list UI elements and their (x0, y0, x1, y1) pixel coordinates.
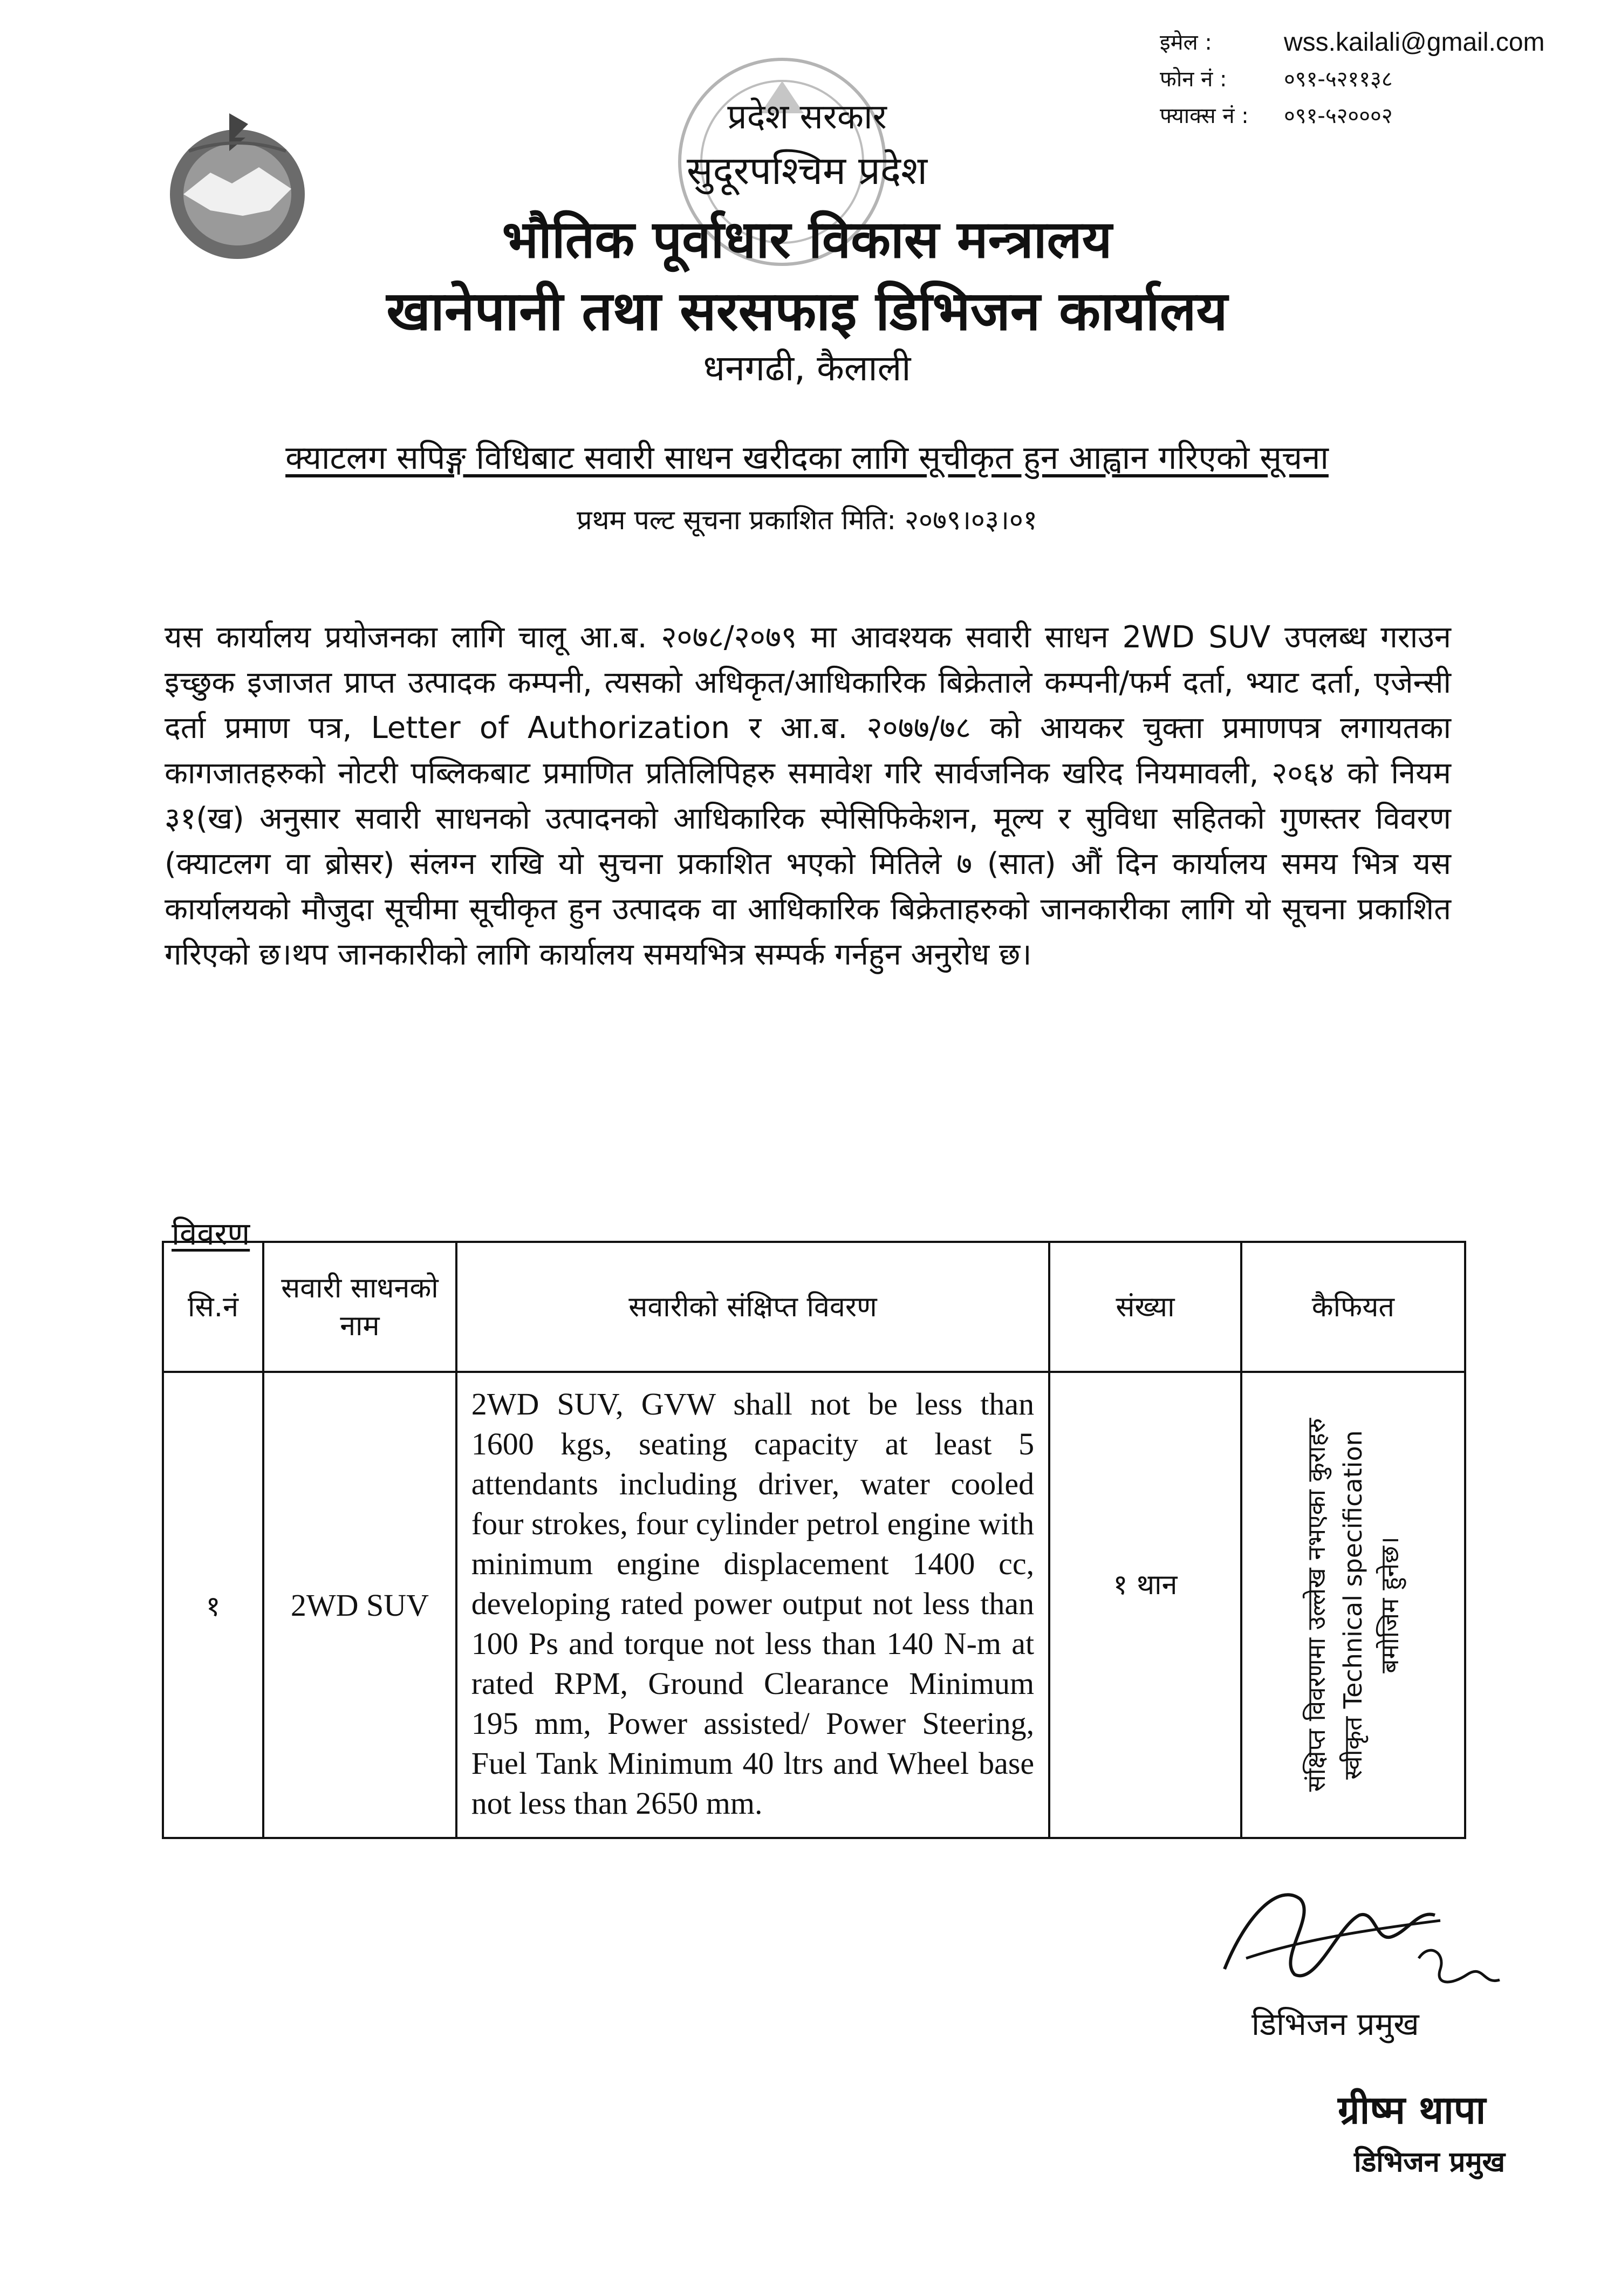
ministry-name: भौतिक पूर्वाधार विकास मन्त्रालय (502, 209, 1112, 270)
email-value: wss.kailali@gmail.com (1284, 28, 1545, 57)
table-row (163, 1372, 1465, 1838)
province-line: सुदूरपश्चिम प्रदेश (686, 148, 928, 193)
header-sn: सि.नं (163, 1242, 263, 1372)
fax-label: फ्याक्स नं : (1160, 104, 1249, 128)
office-name: खानेपानी तथा सरसफाइ डिभिजन कार्यालय (386, 279, 1228, 343)
fax-value: ०९१-५२०००२ (1284, 104, 1393, 128)
header-vehicle-name: सवारी साधनको नाम (263, 1242, 456, 1372)
signatory-name: ग्रीष्म थापा (1338, 2087, 1486, 2133)
details-label: विवरण (172, 1215, 250, 1252)
phone-label: फोन नं : (1160, 67, 1227, 92)
signatory-designation: डिभिजन प्रमुख (1354, 2146, 1506, 2178)
header-remarks: कैफियत (1241, 1242, 1465, 1372)
govt-line: प्रदेश सरकार (727, 97, 887, 137)
row-remarks-cell (1241, 1372, 1465, 1838)
row-remarks: संक्षिप्त विवरणमा उल्लेख नभएका कुराहरु स्वीकृत Technical specification बमोजिम हुनेछ। (1302, 1418, 1405, 1792)
table-header-row (163, 1242, 1465, 1372)
header-quantity: संख्या (1049, 1242, 1241, 1372)
row-description: 2WD SUV, GVW shall not be less than 1600 kgs, seating capacity at least 5 attendants including driver, water cooled four strokes, four cylinder petrol engine with minimum engine displacement 1400 cc, developing rated power output not less than 100 Ps and torque not less than 140 N-m at rated RPM, Ground Clearance Minimum 195 mm, Power assisted/ Power Steering, Fuel Tank Minimum 40 ltrs and Wheel base not less than 2650 mm. (456, 1372, 1049, 1838)
notice-body: यस कार्यालय प्रयोजनका लागि चालू आ.ब. २०७८/२०७९ मा आवश्यक सवारी साधन 2WD SUV उपलब्ध गराउन इच्छुक इजाजत प्राप्त उत्पादक कम्पनी, त्यसको अधिकृत/आधिकारिक बिक्रेताले कम्पनी/फर्म दर्ता, भ्याट दर्ता, एजेन्सी दर्ता प्रमाण पत्र, Letter of Authorization र आ.ब. २०७७/७८ को आयकर चुक्ता प्रमाणपत्र लगायतका कागजातहरुको नोटरी पब्लिकबाट प्रमाणित प्रतिलिपिहरु समावेश गरि सार्वजनिक खरिद नियमावली, २०६४ को नियम ३१(ख) अनुसार सवारी साधनको उत्पादनको आधिकारिक स्पेसिफिकेशन, मूल्य र सुविधा सहितको गुणस्तर विवरण (क्याटलग वा ब्रोसर) संलग्न राखि यो सुचना प्रकाशित भएको मितिले ७ (सात) औं दिन कार्यालय समय भित्र यस कार्यालयको मौजुदा सूचीमा सूचीकृत हुन उत्पादक वा आधिकारिक बिक्रेताहरुको जानकारीका लागि यो सूचना प्रकाशित गरिएको छ।थप जानकारीको लागि कार्यालय समयभित्र सम्पर्क गर्नहुन अनुरोध छ। (165, 620, 1452, 972)
signatory-title: डिभिजन प्रमुख (1251, 2006, 1419, 2042)
notice-date: प्रथम पल्ट सूचना प्रकाशित मिति: २०७९।०३।०१ (577, 504, 1037, 536)
phone-value: ०९१-५२११३८ (1284, 67, 1393, 92)
row-vehicle-name: 2WD SUV (263, 1372, 456, 1838)
row-sn: १ (163, 1372, 263, 1838)
email-label: इमेल : (1160, 30, 1212, 55)
notice-title: क्याटलग सपिङ्ग विधिबाट सवारी साधन खरीदका लागि सूचीकृत हुन आह्वान गरिएको सूचना (285, 439, 1329, 477)
handwritten-signature (1214, 1850, 1516, 2012)
row-quantity: १ थान (1049, 1372, 1241, 1838)
header-description: सवारीको संक्षिप्त विवरण (456, 1242, 1049, 1372)
office-location: धनगढी, कैलाली (703, 347, 911, 389)
vehicle-table (162, 1241, 1466, 1839)
email-row (1160, 24, 1591, 61)
